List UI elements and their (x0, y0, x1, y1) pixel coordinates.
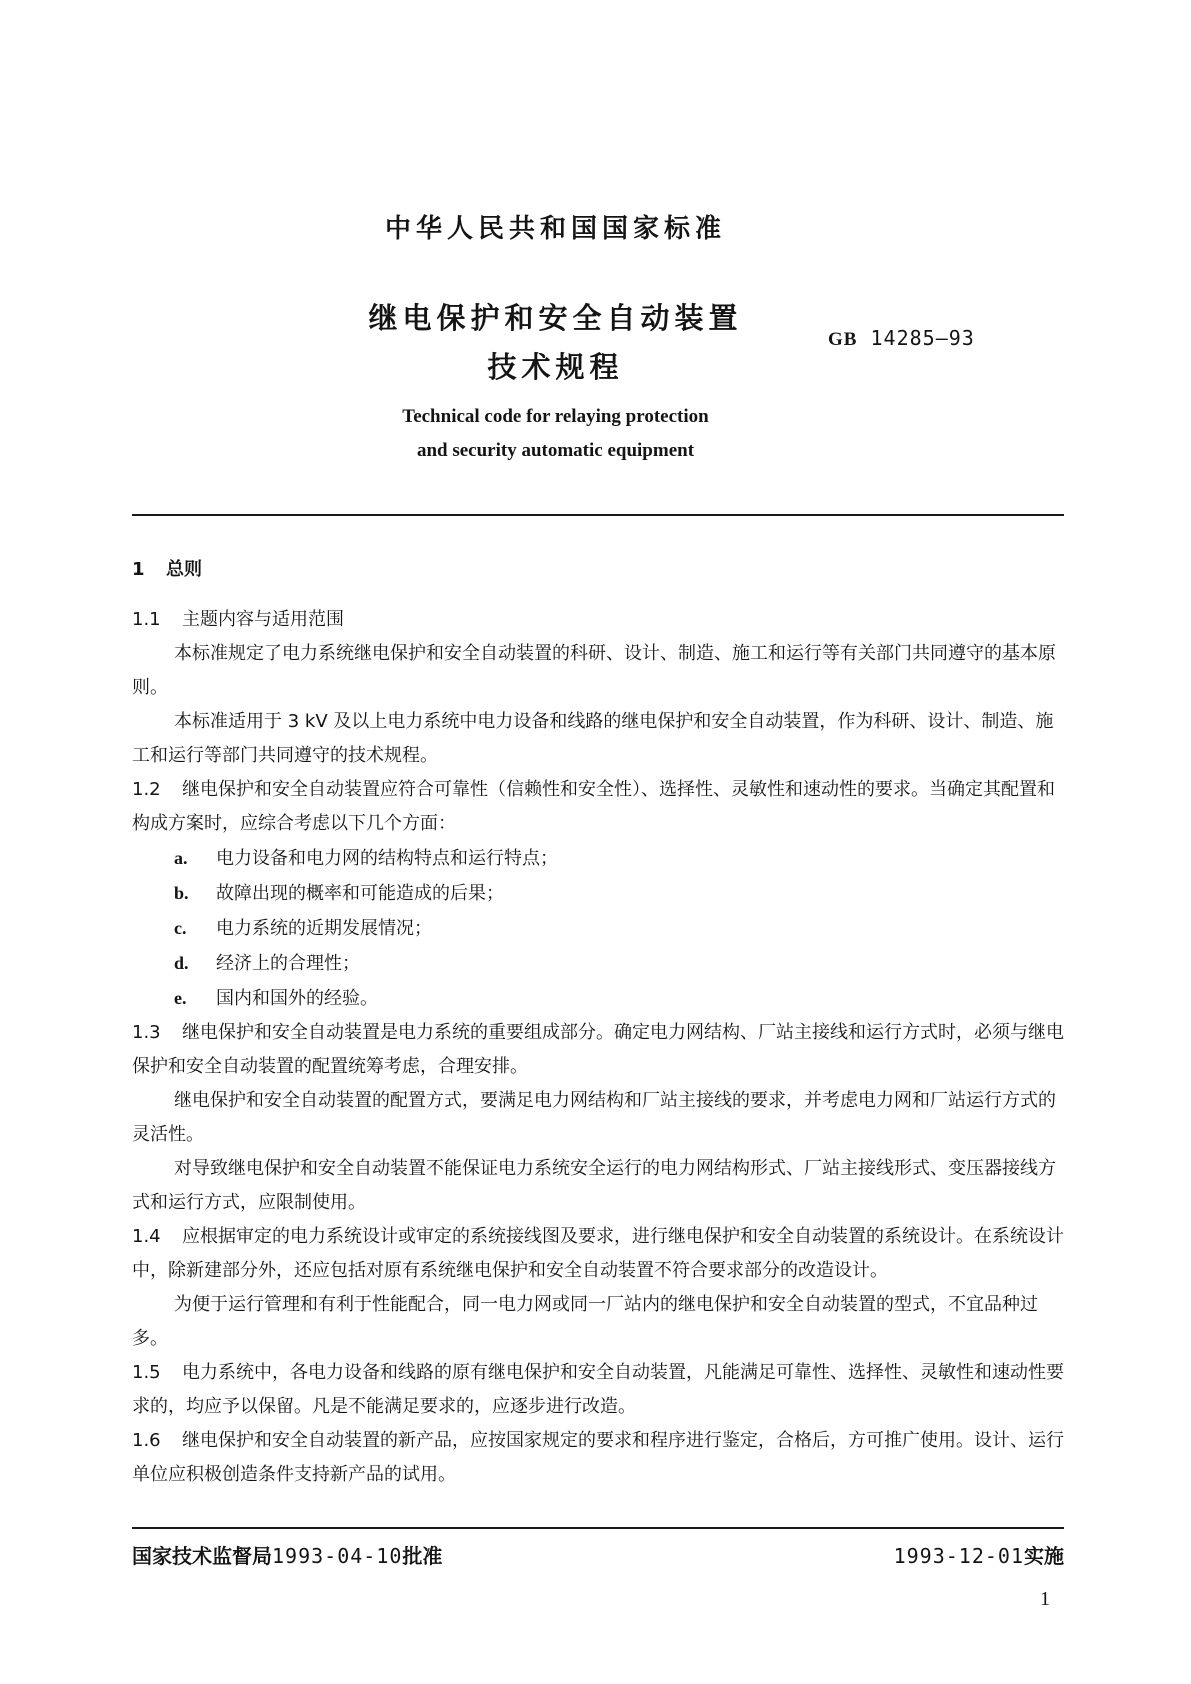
paragraph: 本标准规定了电力系统继电保护和安全自动装置的科研、设计、制造、施工和运行等有关部门共同遵守的基本原则。 (132, 643, 1056, 698)
clause-text: 继电保护和安全自动装置的新产品，应按国家规定的要求和程序进行鉴定，合格后，方可推广使用。设计、运行单位应积极创造条件支持新产品的试用。 (132, 1430, 1064, 1485)
standard-code-number: 14285—93 (870, 326, 975, 350)
page-number: 1 (1040, 1588, 1050, 1610)
clause-1-2 (132, 773, 1064, 841)
list-item (132, 981, 1064, 1016)
clause-number: 1.4 (132, 1226, 161, 1247)
paragraph: 为便于运行管理和有利于性能配合，同一电力网或同一厂站内的继电保护和安全自动装置的型式，不宜品种过多。 (132, 1294, 1038, 1349)
implementation-line (894, 1540, 1064, 1569)
list-item-text: 电力系统的近期发展情况； (216, 918, 432, 939)
clause-number: 1.1 (132, 609, 161, 630)
list-item-label: b. (174, 883, 189, 903)
list-item-text: 故障出现的概率和可能造成的后果； (216, 883, 504, 904)
list-item (132, 876, 1064, 911)
paragraph: 本标准适用于 3 kV 及以上电力系统中电力设备和线路的继电保护和安全自动装置，作为科研、设计、制造、施工和运行等部门共同遵守的技术规程。 (132, 711, 1054, 766)
list-item-label: d. (174, 953, 189, 973)
approve-word: 批准 (402, 1544, 443, 1568)
english-title-line2: and security automatic equipment (416, 440, 695, 461)
implementation-word: 实施 (1024, 1544, 1064, 1568)
section-number: 1 (132, 559, 145, 580)
clause-number: 1.3 (132, 1022, 161, 1043)
list-item (132, 841, 1064, 876)
clause-number: 1.2 (132, 779, 161, 800)
document-title-line2: 技术规程 (487, 350, 624, 384)
footer-divider (132, 1527, 1064, 1529)
list-item (132, 911, 1064, 946)
approve-date: 1993-04-10 (272, 1544, 403, 1568)
clause-1-6 (132, 1424, 1064, 1492)
standard-code-prefix: GB (828, 329, 858, 350)
english-title-line1: Technical code for relaying protection (402, 406, 709, 427)
list-item (132, 946, 1064, 981)
national-standard-heading: 中华人民共和国国家标准 (384, 214, 726, 244)
clause-1-4 (132, 1220, 1064, 1288)
clause-1-3 (132, 1016, 1064, 1084)
document-body (132, 553, 1064, 1492)
section-title: 总则 (166, 559, 202, 580)
list-item-label: c. (174, 918, 187, 938)
list-item-label: a. (174, 848, 188, 868)
clause-number: 1.6 (132, 1430, 161, 1451)
clause-number: 1.5 (132, 1362, 161, 1383)
approver: 国家技术监督局 (132, 1544, 272, 1568)
document-title-line1: 继电保护和安全自动装置 (368, 301, 743, 335)
paragraph: 继电保护和安全自动装置的配置方式，要满足电力网结构和厂站主接线的要求，并考虑电力网和厂站运行方式的灵活性。 (132, 1090, 1056, 1145)
list-item-label: e. (174, 988, 187, 1008)
clause-text: 继电保护和安全自动装置应符合可靠性（信赖性和安全性）、选择性、灵敏性和速动性的要求。当确定其配置和构成方案时，应综合考虑以下几个方面： (132, 779, 1055, 834)
header-divider (132, 514, 1064, 516)
section-heading (132, 553, 1064, 587)
clause-text: 应根据审定的电力系统设计或审定的系统接线图及要求，进行继电保护和安全自动装置的系统设计。在系统设计中，除新建部分外，还应包括对原有系统继电保护和安全自动装置不符合要求部分的改造设计。 (132, 1226, 1064, 1281)
approval-line (132, 1540, 442, 1569)
list-item-text: 经济上的合理性； (216, 953, 360, 974)
clause-1-5 (132, 1356, 1064, 1424)
implementation-date: 1993-12-01 (893, 1544, 1024, 1568)
clause-text: 继电保护和安全自动装置是电力系统的重要组成部分。确定电力网结构、厂站主接线和运行方式时，必须与继电保护和安全自动装置的配置统筹考虑，合理安排。 (132, 1022, 1064, 1077)
clause-text: 电力系统中，各电力设备和线路的原有继电保护和安全自动装置，凡能满足可靠性、选择性、灵敏性和速动性要求的，均应予以保留。凡是不能满足要求的，应逐步进行改造。 (132, 1362, 1064, 1417)
list-item-text: 电力设备和电力网的结构特点和运行特点； (216, 848, 558, 869)
standard-code (828, 326, 975, 351)
clause-title: 主题内容与适用范围 (182, 609, 344, 630)
clause-1-1-heading (132, 603, 1064, 637)
list-item-text: 国内和国外的经验。 (216, 988, 378, 1009)
paragraph: 对导致继电保护和安全自动装置不能保证电力系统安全运行的电力网结构形式、厂站主接线形式、变压器接线方式和运行方式，应限制使用。 (132, 1158, 1056, 1213)
